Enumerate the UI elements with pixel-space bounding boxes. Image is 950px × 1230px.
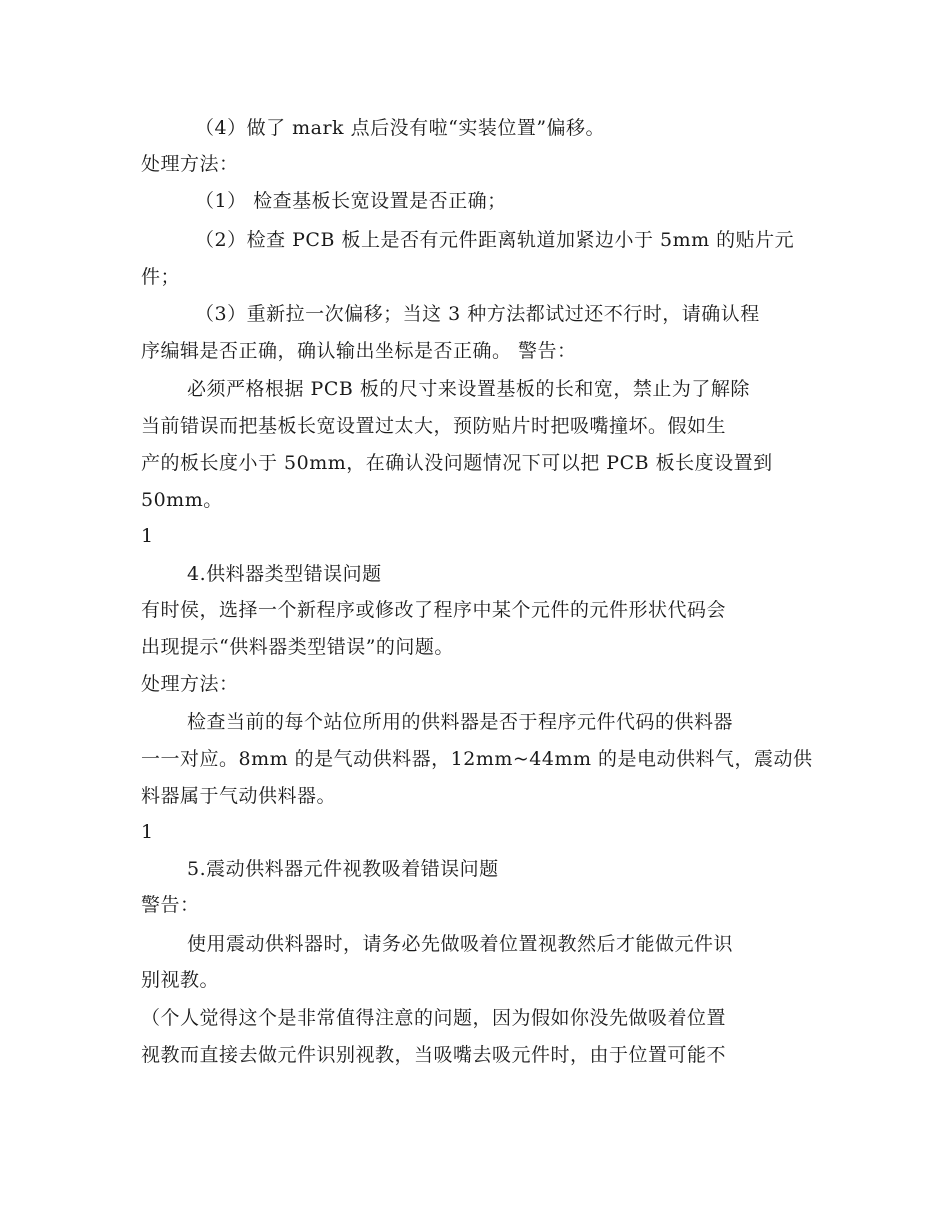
text-line: 当前错误而把基板长宽设置过太大，预防贴片时把吸嘴撞坏。假如生 [141, 415, 727, 437]
text-line: 视教而直接去做元件识别视教，当吸嘴去吸元件时，由于位置可能不 [141, 1044, 727, 1066]
text-line: （2）检查 PCB 板上是否有元件距离轨道加紧边小于 5mm 的贴片元 [195, 229, 795, 251]
text-line: 使用震动供料器时，请务必先做吸着位置视教然后才能做元件识 [187, 933, 734, 955]
text-line: 必须严格根据 PCB 板的尺寸来设置基板的长和宽，禁止为了解除 [187, 378, 750, 400]
text-line: （4）做了 mark 点后没有啦“实装位置”偏移。 [195, 117, 606, 139]
page-marker: 1 [141, 525, 154, 547]
text-line: 有时侯，选择一个新程序或修改了程序中某个元件的元件形状代码会 [141, 599, 727, 621]
text-line: 处理方法： [141, 673, 239, 695]
text-line: 警告： [141, 894, 200, 916]
text-line: （个人觉得这个是非常值得注意的问题，因为假如你没先做吸着位置 [141, 1007, 727, 1029]
page-marker: 1 [141, 821, 154, 843]
text-line: 一一对应。8mm 的是气动供料器，12mm~44mm 的是电动供料气，震动供 [141, 748, 813, 770]
section-heading: 4.供料器类型错误问题 [187, 563, 382, 585]
text-line: 出现提示“供料器类型错误”的问题。 [141, 636, 454, 658]
text-line: （1） 检查基板长宽设置是否正确； [195, 190, 507, 212]
text-line: （3）重新拉一次偏移；当这 3 种方法都试过还不行时，请确认程 [195, 303, 760, 325]
text-line: 料器属于气动供料器。 [141, 785, 337, 807]
text-line: 产的板长度小于 50mm，在确认没问题情况下可以把 PCB 板长度设置到 [141, 452, 773, 474]
text-line: 别视教。 [141, 969, 220, 991]
text-line: 50mm。 [141, 489, 223, 511]
section-heading: 5.震动供料器元件视教吸着错误问题 [187, 858, 499, 880]
text-line: 件； [141, 266, 181, 288]
text-line: 序编辑是否正确，确认输出坐标是否正确。 警告： [141, 340, 577, 362]
text-line: 处理方法： [141, 153, 239, 175]
text-line: 检查当前的每个站位所用的供料器是否于程序元件代码的供料器 [187, 711, 734, 733]
